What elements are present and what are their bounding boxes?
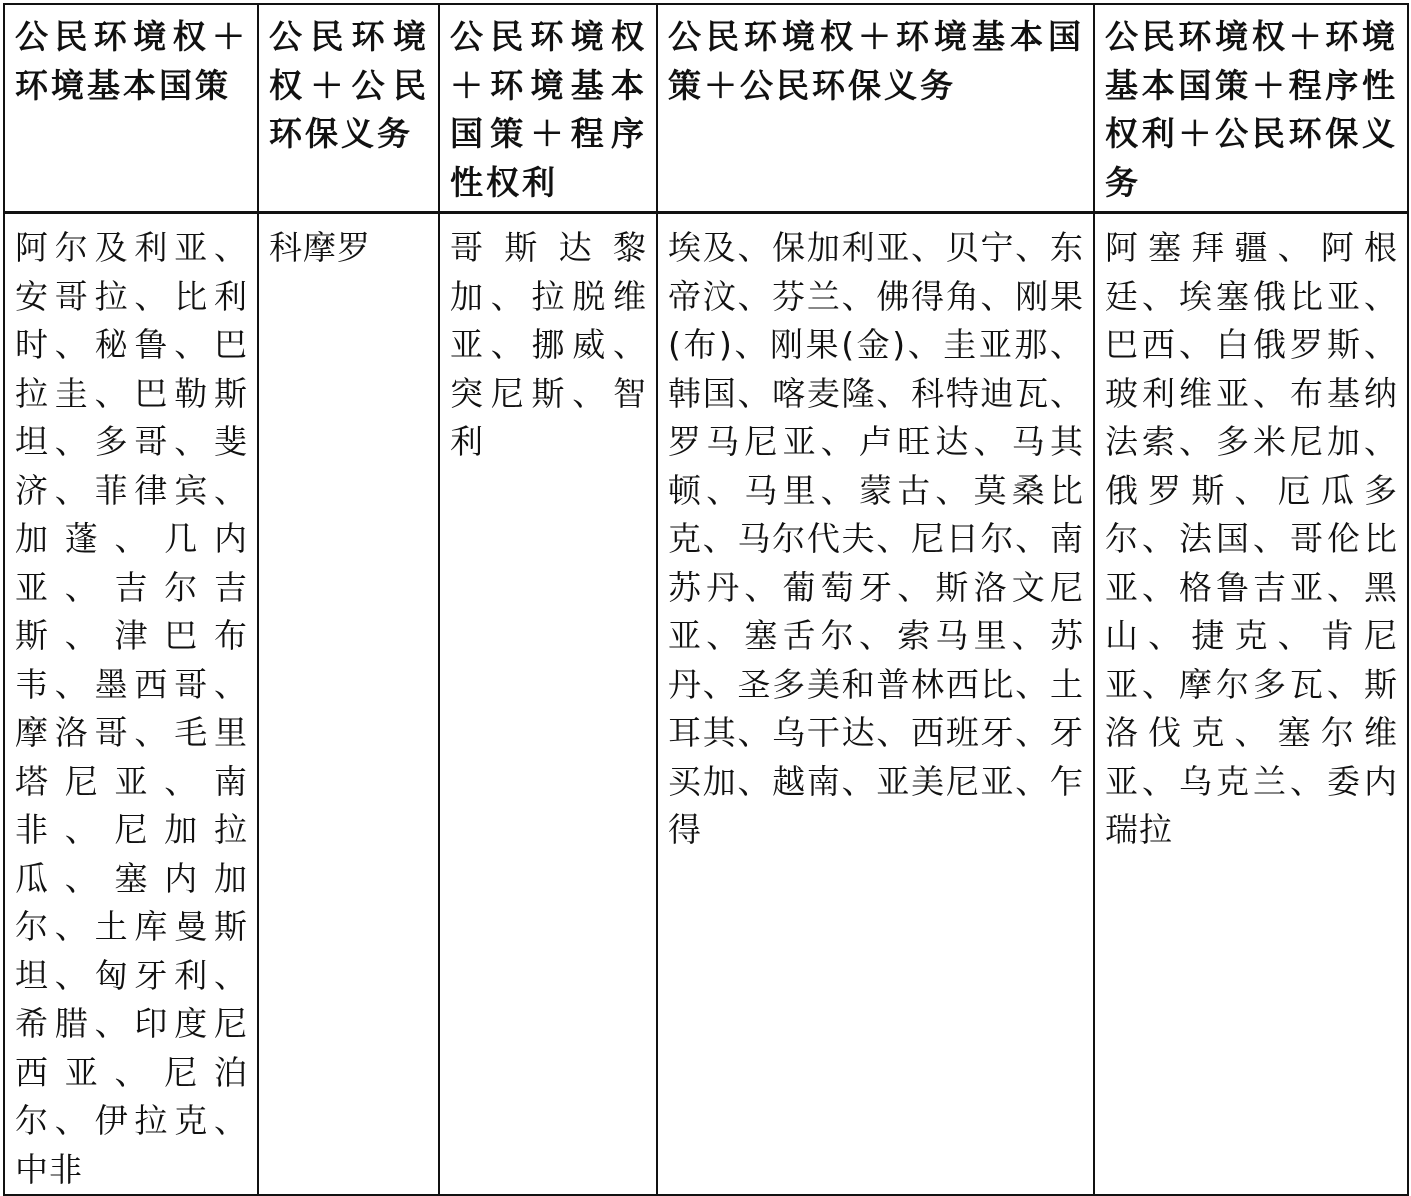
country-list: 哥斯达黎加、拉脱维亚、挪威、突尼斯、智利 <box>450 228 647 461</box>
header-label: 公民环境权＋环境基本国策 <box>15 17 248 105</box>
header-cell-environment-right-policy-procedural-rights-and-duty <box>1094 4 1408 213</box>
header-cell-environment-right-and-basic-policy <box>4 4 258 213</box>
header-label: 公民环境权＋公民环保义务 <box>269 17 429 153</box>
header-row <box>4 4 1408 213</box>
table-row <box>4 213 1408 1196</box>
country-list-cell <box>4 213 258 1196</box>
country-list: 埃及、保加利亚、贝宁、东帝汶、芬兰、佛得角、刚果(布)、刚果(金)、圭亚那、韩国、喀麦隆、科特迪瓦、罗马尼亚、卢旺达、马其顿、马里、蒙古、莫桑比克、马尔代夫、尼日尔、南苏丹、葡萄牙、斯洛文尼亚、塞舌尔、索马里、苏丹、圣多美和普林西比、土耳其、乌干达、西班牙、牙买加、越南、亚美尼亚、乍得 <box>668 228 1084 849</box>
country-list: 阿塞拜疆、阿根廷、埃塞俄比亚、巴西、白俄罗斯、玻利维亚、布基纳法索、多米尼加、俄罗斯、厄瓜多尔、法国、哥伦比亚、格鲁吉亚、黑山、捷克、肯尼亚、摩尔多瓦、斯洛伐克、塞尔维亚、乌克兰、委内瑞拉 <box>1105 228 1398 849</box>
header-label: 公民环境权＋环境基本国策＋程序性权利 <box>450 17 647 202</box>
country-list: 阿尔及利亚、安哥拉、比利时、秘鲁、巴拉圭、巴勒斯坦、多哥、斐济、菲律宾、加蓬、几内亚、吉尔吉斯、津巴布韦、墨西哥、摩洛哥、毛里塔尼亚、南非、尼加拉瓜、塞内加尔、土库曼斯坦、匈牙利、希腊、印度尼西亚、尼泊尔、伊拉克、中非 <box>15 228 248 1189</box>
constitution-classification-table <box>3 3 1409 1196</box>
header-label: 公民环境权＋环境基本国策＋程序性权利＋公民环保义务 <box>1105 17 1398 202</box>
header-cell-environment-right-policy-and-citizen-duty <box>657 4 1094 213</box>
country-list-cell <box>1094 213 1408 1196</box>
country-list: 科摩罗 <box>269 228 371 267</box>
header-cell-environment-right-policy-and-procedural-rights <box>439 4 657 213</box>
country-list-cell <box>258 213 439 1196</box>
table-header <box>4 4 1408 213</box>
country-list-cell <box>439 213 657 1196</box>
header-label: 公民环境权＋环境基本国策＋公民环保义务 <box>668 17 1084 105</box>
country-list-cell <box>657 213 1094 1196</box>
header-cell-environment-right-and-citizen-duty <box>258 4 439 213</box>
table-body <box>4 213 1408 1196</box>
